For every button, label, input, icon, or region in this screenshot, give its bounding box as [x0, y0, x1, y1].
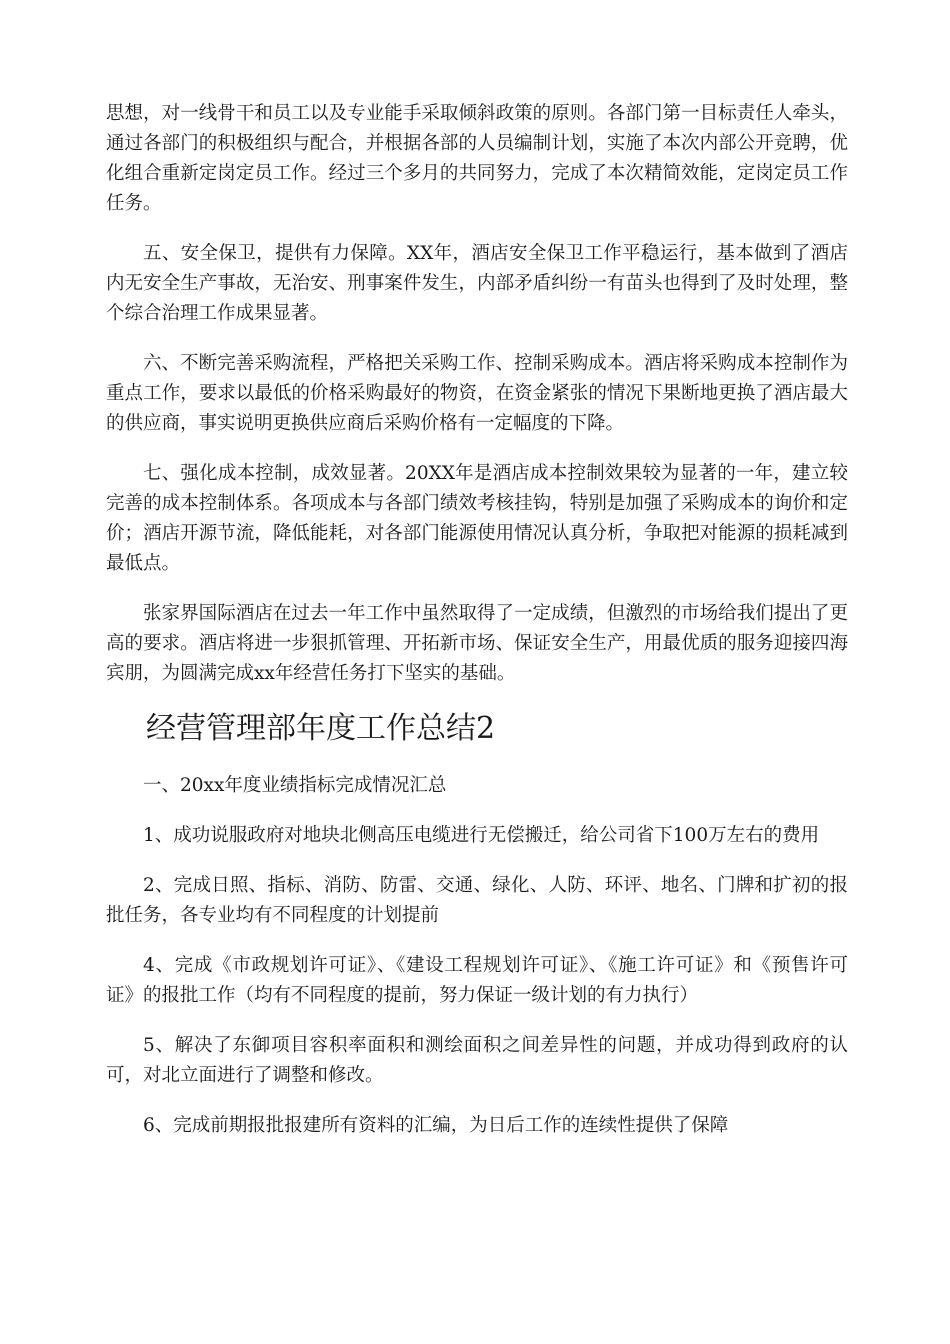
paragraph-security: 五、安全保卫，提供有力保障。XX年，酒店安全保卫工作平稳运行，基本做到了酒店内无安全生产事故，无治安、刑事案件发生，内部矛盾纠纷一有苗头也得到了及时处理，整个综合治理工作成果显著。 — [106, 243, 848, 324]
section-heading: 经营管理部年度工作总结2 — [146, 711, 496, 746]
paragraph-conclusion: 张家界国际酒店在过去一年工作中虽然取得了一定成绩，但激烈的市场给我们提出了更高的要求。酒店将进一步狠抓管理、开拓新市场、保证安全生产，用最优质的服务迎接四海宾朋，为圆满完成xx年经营任务打下坚实的基础。 — [106, 603, 848, 684]
paragraph-continuation: 思想，对一线骨干和员工以及专业能手采取倾斜政策的原则。各部门第一目标责任人牵头，通过各部门的积极组织与配合，并根据各部的人员编制计划，实施了本次内部公开竞聘，优化组合重新定岗定员工作。经过三个多月的共同努力，完成了本次精简效能，定岗定员工作任务。 — [106, 103, 848, 214]
paragraph-item-4: 4、完成《市政规划许可证》、《建设工程规划许可证》、《施工许可证》和《预售许可证》的报批工作（均有不同程度的提前，努力保证一级计划的有力执行） — [106, 955, 848, 1006]
paragraph-procurement: 六、不断完善采购流程，严格把关采购工作、控制采购成本。酒店将采购成本控制作为重点工作，要求以最低的价格采购最好的物资，在资金紧张的情况下果断地更换了酒店最大的供应商，事实说明更换供应商后采购价格有一定幅度的下降。 — [106, 353, 848, 434]
paragraph-item-2: 2、完成日照、指标、消防、防雷、交通、绿化、人防、环评、地名、门牌和扩初的报批任务，各专业均有不同程度的计划提前 — [106, 875, 848, 926]
paragraph-item-5: 5、解决了东御项目容积率面积和测绘面积之间差异性的问题，并成功得到政府的认可，对北立面进行了调整和修改。 — [106, 1035, 848, 1086]
paragraph-summary-title: 一、20xx年度业绩指标完成情况汇总 — [143, 775, 447, 796]
paragraph-item-1: 1、成功说服政府对地块北侧高压电缆进行无偿搬迁，给公司省下100万左右的费用 — [143, 825, 820, 846]
paragraph-item-6: 6、完成前期报批报建所有资料的汇编，为日后工作的连续性提供了保障 — [143, 1115, 729, 1136]
paragraph-cost-control: 七、强化成本控制，成效显著。20XX年是酒店成本控制效果较为显著的一年，建立较完善的成本控制体系。各项成本与各部门绩效考核挂钩，特别是加强了采购成本的询价和定价；酒店开源节流，降低能耗，对各部门能源使用情况认真分析，争取把对能源的损耗减到最低点。 — [106, 463, 848, 574]
document-page — [106, 99, 848, 1161]
